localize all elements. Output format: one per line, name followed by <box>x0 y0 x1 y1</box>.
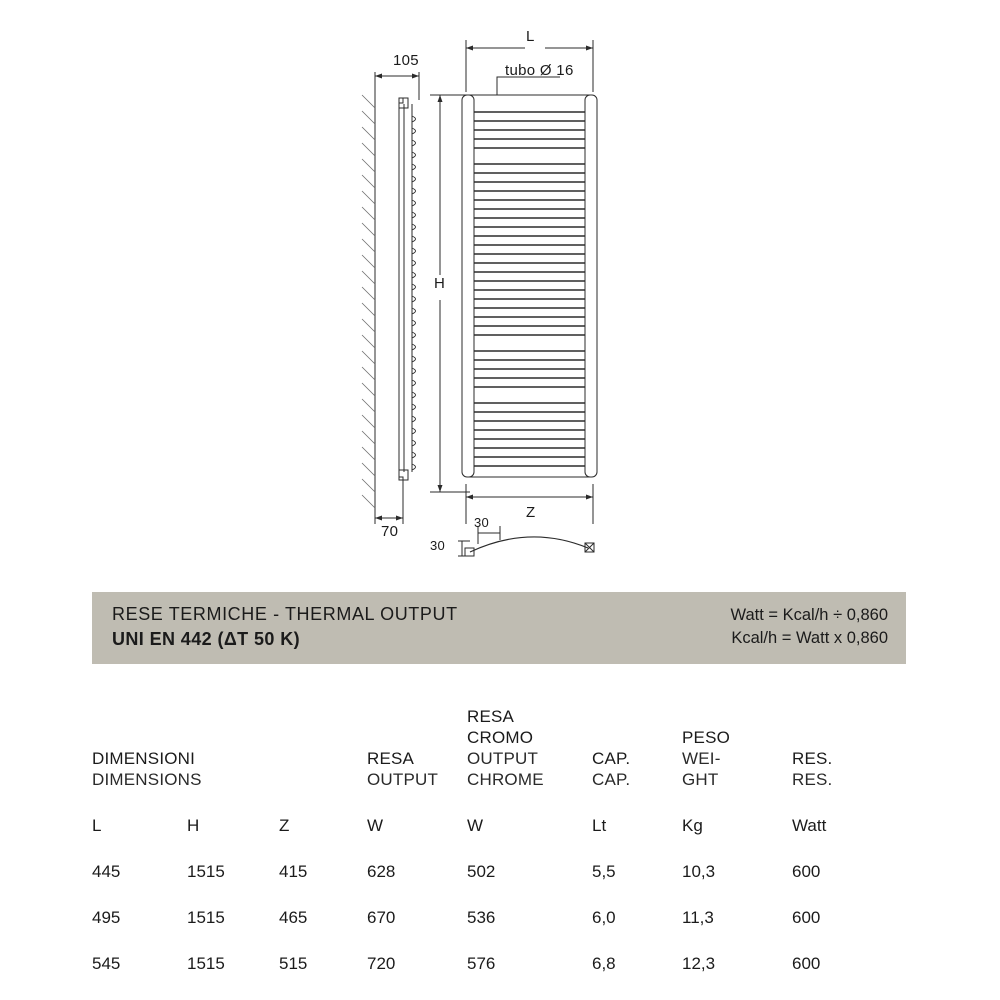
header-blank-2 <box>279 680 367 790</box>
table-header-row <box>92 680 906 790</box>
cell-l: 445 <box>92 862 121 881</box>
header-peso: PESO WEI- GHT <box>682 728 731 789</box>
thermal-output-banner <box>92 592 906 664</box>
cell-cap: 5,5 <box>592 862 616 881</box>
cell-z: 415 <box>279 862 308 881</box>
unit-kg: Kg <box>682 816 703 835</box>
conversion-kcal: Kcal/h = Watt x 0,860 <box>731 629 888 647</box>
detail-label-30-left: 30 <box>430 538 446 553</box>
unit-h: H <box>187 816 200 835</box>
cell-output: 720 <box>367 954 396 973</box>
table-row <box>92 882 906 928</box>
cell-res: 600 <box>792 862 821 881</box>
unit-lt: Lt <box>592 816 607 835</box>
cell-output-chrome: 502 <box>467 862 496 881</box>
header-resa-cromo: RESA CROMO OUTPUT CHROME <box>467 707 544 789</box>
header-resa: RESA OUTPUT <box>367 749 439 789</box>
detail-label-30-top: 30 <box>474 515 490 530</box>
cell-output-chrome: 576 <box>467 954 496 973</box>
header-res: RES. RES. <box>792 749 833 789</box>
conversion-watt: Watt = Kcal/h ÷ 0,860 <box>730 606 888 624</box>
cell-res: 600 <box>792 954 821 973</box>
cell-l: 545 <box>92 954 121 973</box>
unit-watt: Watt <box>792 816 827 835</box>
cell-weight: 12,3 <box>682 954 716 973</box>
cell-cap: 6,8 <box>592 954 616 973</box>
dim-label-depth-bottom: 70 <box>381 523 399 540</box>
banner-conversion-notes <box>731 604 888 650</box>
cell-res: 600 <box>792 908 821 927</box>
cell-weight: 10,3 <box>682 862 716 881</box>
spec-table <box>92 680 906 974</box>
cell-output: 670 <box>367 908 396 927</box>
spec-table-wrap <box>92 680 906 974</box>
unit-l: L <box>92 816 102 835</box>
banner-line1: RESE TERMICHE - THERMAL OUTPUT <box>112 604 458 624</box>
table-unit-row <box>92 790 906 836</box>
cell-z: 465 <box>279 908 308 927</box>
cell-h: 1515 <box>187 954 225 973</box>
cell-cap: 6,0 <box>592 908 616 927</box>
unit-w-output: W <box>367 816 384 835</box>
table-row <box>92 928 906 974</box>
cell-output-chrome: 536 <box>467 908 496 927</box>
cell-weight: 11,3 <box>682 908 714 927</box>
dim-label-height: H <box>434 275 446 292</box>
cell-h: 1515 <box>187 862 225 881</box>
cell-output: 628 <box>367 862 396 881</box>
header-dimensioni: DIMENSIONI DIMENSIONS <box>92 749 202 789</box>
dim-label-width-l: L <box>526 28 535 45</box>
unit-z: Z <box>279 816 290 835</box>
header-cap: CAP. CAP. <box>592 749 631 789</box>
cell-h: 1515 <box>187 908 225 927</box>
dim-label-depth-top: 105 <box>393 52 419 69</box>
unit-w-chrome: W <box>467 816 484 835</box>
dim-label-width-z: Z <box>526 504 536 521</box>
tube-label: tubo Ø 16 <box>505 62 574 79</box>
banner-titles <box>112 602 458 652</box>
cell-z: 515 <box>279 954 308 973</box>
banner-line2: UNI EN 442 (ΔT 50 K) <box>112 629 300 649</box>
cell-l: 495 <box>92 908 121 927</box>
table-row <box>92 836 906 882</box>
